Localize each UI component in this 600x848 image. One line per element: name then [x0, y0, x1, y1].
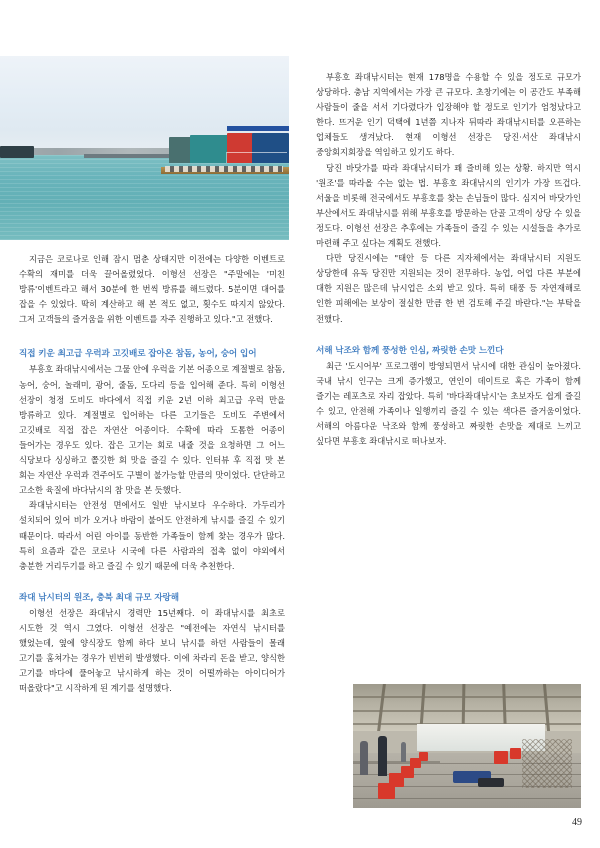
fishing-deck-photo: [353, 684, 581, 808]
right-column: [316, 70, 581, 449]
float-buoys-shape: [165, 166, 283, 172]
hut-shape: [169, 137, 191, 163]
fishing-net-shape: [522, 739, 572, 789]
section-heading-origin-scale: 좌대 낚시터의 원조, 충북 최대 규모 자랑해: [19, 592, 179, 603]
left-column: [19, 252, 285, 696]
section-heading-direct-farmed: 직접 키운 최고급 우럭과 고깃배로 잡아온 참돔, 농어, 숭어 입어: [19, 349, 257, 360]
red-chair-shape: [494, 751, 508, 764]
hut-shape: [190, 135, 228, 163]
paragraph: 당진 바닷가를 따라 좌대낚시터가 꽤 즐비해 있는 상황. 하지만 역시 '원조'를 따라올 수는 없는 법. 부흥호 좌대낚시의 인기가 가장 뜨겁다. 서울을 비롯해 전국에서도 부흥호를 찾는 손님들이 많다. 심지어 바닷가인 부산에서도 좌대낚시를 위해 부흥호를 방문하는 단골 고객이 상당 수 있을 정도다. 이형선 선장은 추후에는 가족들이 즐길 수 있는 시설들을 추가로 마련해 주고 싶다는 계획도 전했다.: [316, 162, 581, 249]
roof-purlin-shape: [353, 710, 581, 712]
page-number: 49: [572, 817, 582, 828]
paragraph: 지금은 코로나로 인해 잠시 멈춘 상태지만 이전에는 다양한 이벤트로 수확의 재미를 더욱 끌어올렸었다. 이형선 선장은 "주말에는 '미친 방류'이벤트라고 해서 30분에 한 번씩 방류를 해드렸다. 5분이면 대어를 잡을 수 있었다. 딱히 계산하고 해 본 적도 없고, 횟수도 따지지 않았다. 그저 고객들의 즐거움을 위한 이벤트를 자주 진행하고 있다."고 전했다.: [19, 254, 285, 325]
roof-purlin-shape: [353, 696, 581, 698]
railing-shape: [226, 152, 287, 163]
paragraph: 다만 당진시에는 "태안 등 다른 지자체에서는 좌대낚시터 지원도 상당한데 유독 당진만 지원되는 것이 전무하다. 농업, 어업 다른 부분에 대한 지원은 많은데 낚시업은 소외 받고 있다. 특히 태풍 등 자연재해로 인한 피해에는 보상이 절실한 만큼 한 번 검토해 주길 바란다."는 부탁을 전했다.: [316, 253, 581, 324]
paragraph: 부흥호 좌대낚시터는 현재 178명을 수용할 수 있을 정도로 규모가 상당하다. 충남 지역에서는 가장 큰 규모다. 초창기에는 이 공간도 부족해 사람들이 줄을 서서 기다렸다가 입장해야 할 정도로 인기가 엄청났다고 한다. 뜨거운 인기 덕택에 1년쯤 지나자 뒤따라 좌대낚시터를 오픈하는 업체들도 생겨났다. 현재 이형선 선장은 당진·서산 좌대낚시 중앙회지회장을 역임하고 있기도 하다.: [316, 72, 581, 158]
red-chair-shape: [510, 748, 521, 759]
harbor-photo: [0, 56, 289, 240]
paragraph: 이형선 선장은 좌대낚시 경력만 15년째다. 이 좌대낚시를 최초로 시도한 것 역시 그였다. 이형선 선장은 "예전에는 자연식 낚시터를 했었는데, 옆에 양식장도 함께 하다 보니 낚시를 하던 사람들이 몰래 고기를 훔쳐가는 경우가 빈번히 발생했다. 이에 차라리 돈을 받고, 양식한 고기를 바다에 풀어놓고 낚시하게 하는 것이 어떨까하는 아이디어가 떠올랐다"고 시작하게 된 계기를 설명했다.: [19, 607, 285, 694]
red-chair-shape: [419, 752, 428, 761]
pier-shape: [84, 154, 169, 158]
paragraph: 부흥호 좌대낚시에서는 그물 안에 우럭을 기본 어종으로 계절별로 참돔, 농어, 숭어, 놀래미, 광어, 줄돔, 도다리 등을 입어해 준다. 특히 이형선 선장이 청정 도비도 바다에서 직접 키운 2년 이하 최고급 우럭 만을 방류하고 있다. 계절별로 입어하는 다른 고기들은 도비도 주변에서 고깃배로 직접 잡은 자연산 어종이다. 수확에 따라 도톰한 어종이 들어가는 경우도 있다. 잡은 고기는 회로 내줄 것을 요청하면 그 어느 식당보다 싱싱하고 쫄깃한 회 맛을 즐길 수 있다. 인터뷰 후 직접 맛 본 회는 자연산 우럭과 견주어도 구별이 불가능할 만큼의 맛이었다. 단단하고 고소한 육질에 바다낚시의 참 맛을 본 듯했다.: [19, 364, 285, 496]
dark-bag-shape: [478, 778, 504, 787]
barge-shape: [0, 146, 34, 158]
person-figure: [360, 741, 368, 775]
paragraph: 좌대낚시터는 안전성 면에서도 일반 낚시보다 우수하다. 가두리가 설치되어 있어 비가 오거나 바람이 불어도 안전하게 낚시를 즐길 수 있기 때문이다. 따라서 어린 아이를 동반한 가족들이 함께 찾는 경우가 많다. 특히 요즘과 같은 코로나 시국에 다른 사람과의 접촉 없이 야외에서 충분한 거리두기를 하고 즐길 수 있기 때문에 더욱 추천한다.: [19, 500, 285, 571]
person-figure: [401, 742, 406, 762]
paragraph: 최근 '도시어부' 프로그램이 방영되면서 낚시에 대한 관심이 높아졌다. 국내 낚시 인구는 크게 증가했고, 연인이 데이트로 혹은 가족이 함께 즐기는 레포츠로 자리 잡았다. 특히 '바다좌대낚시'는 초보자도 쉽게 즐길 수 있고, 안전해 가족이나 일행끼리 즐길 수 있는 색다른 즐거움이었다. 서해의 아름다운 낙조와 함께 풍성하고 짜릿한 손맛을 제대로 느끼고 싶다면 부흥호 좌대낚시로 떠나보자.: [316, 360, 581, 447]
section-heading-sunset-handfeel: 서해 낙조와 함께 풍성한 인심, 짜릿한 손맛 느낀다: [316, 345, 504, 356]
hut-roof-shape: [227, 126, 289, 131]
person-figure: [378, 736, 387, 776]
